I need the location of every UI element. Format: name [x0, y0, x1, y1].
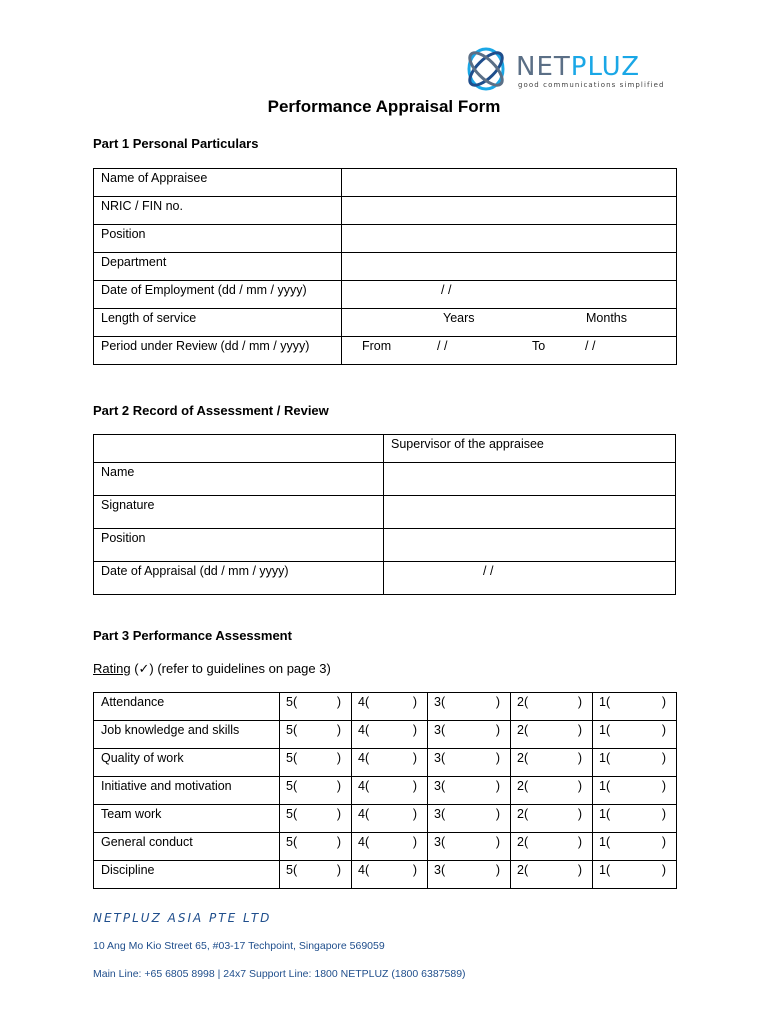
rating-number: 1(: [599, 779, 611, 793]
rating-option-5[interactable]: [280, 693, 352, 721]
criterion-label: Initiative and motivation: [94, 777, 280, 805]
table-row: [94, 463, 676, 496]
to-date-separators: / /: [585, 339, 596, 353]
rating-close-paren: ): [495, 695, 500, 709]
table-row: [94, 197, 677, 225]
rating-option-3[interactable]: [428, 861, 511, 889]
table-row: [94, 693, 677, 721]
rating-number: 3(: [434, 863, 446, 877]
table-row: [94, 435, 676, 463]
table-row: [94, 562, 676, 595]
date-separators: / /: [441, 283, 452, 297]
company-logo: [462, 42, 677, 94]
rating-number: 1(: [599, 835, 611, 849]
rating-option-1[interactable]: [593, 749, 677, 777]
rating-option-2[interactable]: [511, 721, 593, 749]
rating-number: 3(: [434, 835, 446, 849]
rating-number: 1(: [599, 723, 611, 737]
table-row: [94, 721, 677, 749]
column-header: Supervisor of the appraisee: [384, 435, 676, 463]
rating-number: 3(: [434, 779, 446, 793]
rating-close-paren: ): [412, 863, 417, 877]
rating-option-3[interactable]: [428, 805, 511, 833]
rating-close-paren: ): [661, 751, 666, 765]
rating-number: 4(: [358, 779, 370, 793]
rating-close-paren: ): [661, 807, 666, 821]
rating-option-3[interactable]: [428, 693, 511, 721]
rating-number: 4(: [358, 863, 370, 877]
months-label: Months: [586, 311, 627, 325]
from-label: From: [362, 339, 392, 353]
rating-number: 5(: [286, 779, 298, 793]
rating-close-paren: ): [336, 723, 341, 737]
field-label: Position: [94, 529, 384, 562]
rating-option-4[interactable]: [352, 777, 428, 805]
field-label: Date of Employment (dd / mm / yyyy): [94, 281, 342, 309]
date-separators: / /: [483, 564, 494, 578]
criterion-label: Job knowledge and skills: [94, 721, 280, 749]
appraisee-name-field[interactable]: [342, 169, 677, 197]
rating-close-paren: ): [577, 695, 582, 709]
rating-number: 2(: [517, 779, 529, 793]
rating-number: 3(: [434, 723, 446, 737]
rating-close-paren: ): [412, 835, 417, 849]
criterion-label: Attendance: [94, 693, 280, 721]
rating-option-1[interactable]: [593, 721, 677, 749]
employment-date-field[interactable]: [342, 281, 677, 309]
rating-option-3[interactable]: [428, 833, 511, 861]
rating-close-paren: ): [661, 835, 666, 849]
table-row: [94, 777, 677, 805]
rating-option-1[interactable]: [593, 833, 677, 861]
table-row: [94, 749, 677, 777]
rating-option-1[interactable]: [593, 861, 677, 889]
rating-option-5[interactable]: [280, 805, 352, 833]
from-date-separators: / /: [437, 339, 448, 353]
rating-number: 3(: [434, 807, 446, 821]
table-row: [94, 529, 676, 562]
footer-contact-lines: Main Line: +65 6805 8998 | 24x7 Support Line: 1800 NETPLUZ (1800 6387589): [93, 968, 466, 980]
rating-option-5[interactable]: [280, 861, 352, 889]
table-row: [94, 281, 677, 309]
rating-close-paren: ): [412, 751, 417, 765]
rating-number: 4(: [358, 835, 370, 849]
rating-option-1[interactable]: [593, 693, 677, 721]
rating-option-2[interactable]: [511, 693, 593, 721]
rating-close-paren: ): [495, 751, 500, 765]
rating-close-paren: ): [661, 723, 666, 737]
rating-number: 1(: [599, 807, 611, 821]
rating-option-4[interactable]: [352, 721, 428, 749]
supervisor-position-field[interactable]: [384, 529, 676, 562]
rating-number: 2(: [517, 751, 529, 765]
empty-header-cell: [94, 435, 384, 463]
rating-close-paren: ): [495, 863, 500, 877]
position-field[interactable]: [342, 225, 677, 253]
field-label: Period under Review (dd / mm / yyyy): [94, 337, 342, 365]
table-row: [94, 309, 677, 337]
field-label: Signature: [94, 496, 384, 529]
rating-option-4[interactable]: [352, 693, 428, 721]
rating-option-5[interactable]: [280, 833, 352, 861]
footer-company-name: NETPLUZ ASIA PTE LTD: [93, 911, 272, 925]
rating-option-4[interactable]: [352, 861, 428, 889]
rating-option-2[interactable]: [511, 833, 593, 861]
field-label: Position: [94, 225, 342, 253]
rating-number: 5(: [286, 695, 298, 709]
rating-number: 1(: [599, 863, 611, 877]
rating-number: 3(: [434, 695, 446, 709]
rating-close-paren: ): [577, 807, 582, 821]
rating-close-paren: ): [412, 779, 417, 793]
part2-heading: Part 2 Record of Assessment / Review: [93, 403, 329, 418]
field-label: Department: [94, 253, 342, 281]
criterion-label: Discipline: [94, 861, 280, 889]
rating-close-paren: ): [336, 807, 341, 821]
form-title: Performance Appraisal Form: [267, 97, 501, 116]
rating-close-paren: ): [336, 695, 341, 709]
field-label: Length of service: [94, 309, 342, 337]
rating-close-paren: ): [577, 723, 582, 737]
appraisal-date-field[interactable]: [384, 562, 676, 595]
rating-option-5[interactable]: [280, 749, 352, 777]
rating-close-paren: ): [336, 863, 341, 877]
rating-option-3[interactable]: [428, 721, 511, 749]
table-row: [94, 169, 677, 197]
assessment-record-table: [93, 434, 676, 595]
rating-option-2[interactable]: [511, 777, 593, 805]
rating-close-paren: ): [577, 863, 582, 877]
personal-particulars-table: [93, 168, 677, 365]
rating-option-2[interactable]: [511, 805, 593, 833]
rating-close-paren: ): [495, 835, 500, 849]
rating-number: 2(: [517, 723, 529, 737]
field-label: Name: [94, 463, 384, 496]
table-row: [94, 337, 677, 365]
criterion-label: Team work: [94, 805, 280, 833]
rating-number: 4(: [358, 751, 370, 765]
rating-option-4[interactable]: [352, 749, 428, 777]
criterion-label: General conduct: [94, 833, 280, 861]
rating-number: 5(: [286, 835, 298, 849]
supervisor-name-field[interactable]: [384, 463, 676, 496]
rating-close-paren: ): [336, 779, 341, 793]
rating-number: 4(: [358, 807, 370, 821]
rating-number: 1(: [599, 695, 611, 709]
rating-close-paren: ): [661, 863, 666, 877]
rating-option-4[interactable]: [352, 833, 428, 861]
rating-number: 4(: [358, 723, 370, 737]
length-of-service-field[interactable]: [342, 309, 677, 337]
rating-close-paren: ): [495, 779, 500, 793]
footer-address: 10 Ang Mo Kio Street 65, #03-17 Techpoint, Singapore 569059: [93, 940, 385, 952]
rating-number: 5(: [286, 863, 298, 877]
criterion-label: Quality of work: [94, 749, 280, 777]
performance-rating-table: [93, 692, 677, 889]
field-label: NRIC / FIN no.: [94, 197, 342, 225]
review-period-field[interactable]: [342, 337, 677, 365]
rating-number: 2(: [517, 863, 529, 877]
table-row: [94, 225, 677, 253]
rating-option-5[interactable]: [280, 721, 352, 749]
rating-option-2[interactable]: [511, 861, 593, 889]
logo-wordmark: NETPLUZ: [516, 52, 641, 82]
rating-close-paren: ): [336, 835, 341, 849]
rating-number: 2(: [517, 695, 529, 709]
rating-instruction: Rating (✓) (refer to guidelines on page 3): [93, 661, 331, 676]
rating-number: 5(: [286, 723, 298, 737]
part3-heading: Part 3 Performance Assessment: [93, 628, 292, 643]
rating-close-paren: ): [661, 695, 666, 709]
table-row: [94, 805, 677, 833]
rating-option-2[interactable]: [511, 749, 593, 777]
rating-number: 2(: [517, 835, 529, 849]
table-row: [94, 861, 677, 889]
rating-close-paren: ): [412, 723, 417, 737]
rating-close-paren: ): [577, 751, 582, 765]
rating-number: 1(: [599, 751, 611, 765]
rating-close-paren: ): [495, 807, 500, 821]
rating-option-1[interactable]: [593, 805, 677, 833]
table-row: [94, 253, 677, 281]
part1-heading: Part 1 Personal Particulars: [93, 136, 259, 151]
rating-option-3[interactable]: [428, 749, 511, 777]
rating-number: 2(: [517, 807, 529, 821]
table-row: [94, 833, 677, 861]
department-field[interactable]: [342, 253, 677, 281]
rating-option-4[interactable]: [352, 805, 428, 833]
rating-close-paren: ): [577, 835, 582, 849]
supervisor-signature-field[interactable]: [384, 496, 676, 529]
to-label: To: [532, 339, 546, 353]
rating-number: 3(: [434, 751, 446, 765]
field-label: Name of Appraisee: [94, 169, 342, 197]
rating-option-1[interactable]: [593, 777, 677, 805]
years-label: Years: [443, 311, 475, 325]
rating-option-5[interactable]: [280, 777, 352, 805]
rating-close-paren: ): [495, 723, 500, 737]
table-row: [94, 496, 676, 529]
logo-tagline: good communications simplified: [518, 81, 665, 89]
rating-number: 5(: [286, 751, 298, 765]
rating-close-paren: ): [412, 695, 417, 709]
rating-close-paren: ): [336, 751, 341, 765]
nric-field[interactable]: [342, 197, 677, 225]
rating-close-paren: ): [577, 779, 582, 793]
field-label: Date of Appraisal (dd / mm / yyyy): [94, 562, 384, 595]
rating-close-paren: ): [661, 779, 666, 793]
rating-close-paren: ): [412, 807, 417, 821]
globe-logo-icon: [462, 42, 512, 94]
rating-option-3[interactable]: [428, 777, 511, 805]
rating-number: 5(: [286, 807, 298, 821]
rating-number: 4(: [358, 695, 370, 709]
